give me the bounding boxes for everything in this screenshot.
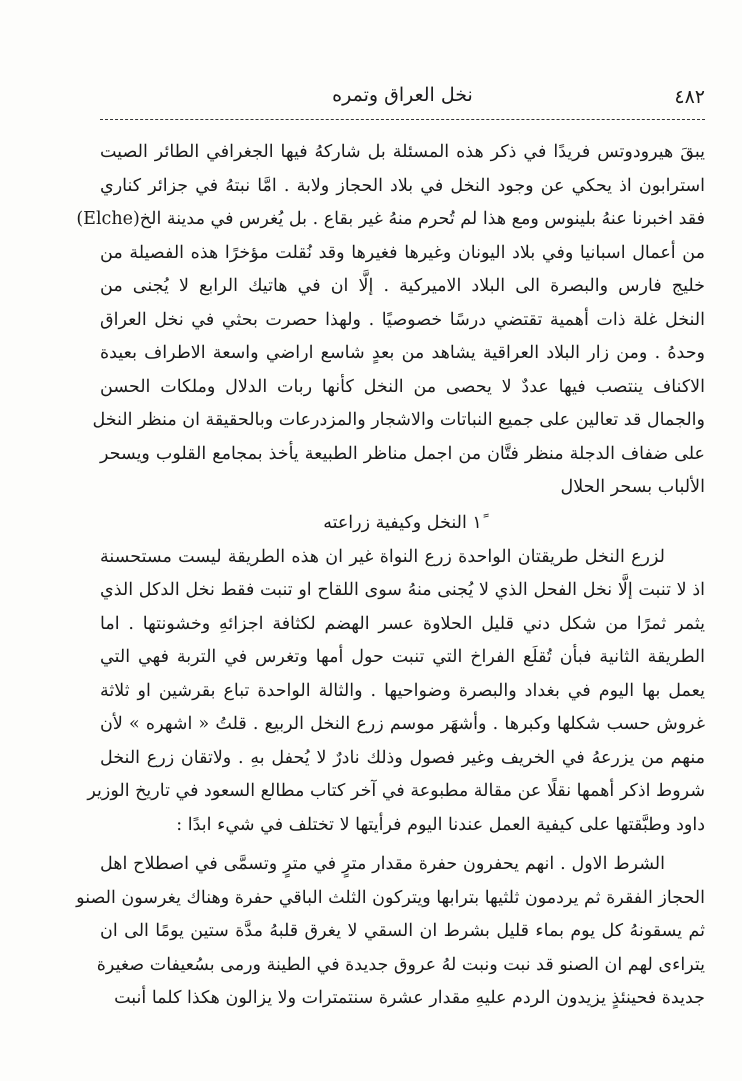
page-number: ٤٨٢ bbox=[674, 86, 705, 108]
text-line: يعمل بها اليوم في بغداد والبصرة وضواحيها . والثالة الواحدة تباع بقرشين او ثلاثة bbox=[100, 680, 705, 701]
text-line: ثم يسقونهُ كل يوم بماء قليل بشرط ان السقي لا يغرق قلبهُ مدَّة ستين يومًا الى ان bbox=[100, 921, 705, 941]
text-line: شروط اذكر أهمها نقلًا عن مقالة مطبوعة في آخر كتاب مطالع السعود في تاريخ الوزير bbox=[87, 781, 705, 801]
text-line: الشرط الاول . انهم يحفرون حفرة مقدار مترٍ في مترٍ وتسمَّى في اصطلاح اهل bbox=[100, 854, 665, 874]
text-line: والجمال قد تعالين على جميع النباتات والاشجار والمزدرعات وبالحقيقة ان منظر النخل bbox=[92, 410, 705, 430]
text-line: جديدة فحينئذٍ يزيدون الردم عليهِ مقدار عشرة سنتمترات ولا يزالون هكذا كلما أنبت bbox=[114, 988, 705, 1008]
text-line: الحجاز الفقرة ثم يردمون ثلثيها بترابها ويتركون الثلث الباقي حفرة وهناك يغرسون الصنو bbox=[76, 887, 705, 908]
text-line: من أعمال اسبانيا وفي بلاد اليونان وغيرها فغيرها وقد نُقلت مؤخرًا هذه الفصيلة من bbox=[100, 242, 705, 263]
text-line: يبقَ هيرودوتس فريدًا في ذكر هذه المسئلة بل شاركهُ فيها الجغرافي الطائر الصيت bbox=[100, 142, 705, 162]
section-heading: ١ً النخل وكيفية زراعته bbox=[323, 512, 482, 533]
header-rule bbox=[100, 119, 705, 120]
text-line: النخل غلة ذات أهمية تقتضي درسًا خصوصيًا . ولهذا حصرت بحثي في نخل العراق bbox=[100, 309, 705, 330]
page-body bbox=[76, 136, 705, 1016]
text-line: على ضفاف الدجلة منظر فتَّان من اجمل مناظر الطبيعة يأخذ بمجامع القلوب ويسحر bbox=[100, 443, 705, 464]
running-title: نخل العراق وتمره bbox=[332, 84, 473, 106]
paragraph-3 bbox=[76, 848, 705, 1016]
text-line: غروش حسب شكلها وكبرها . وأشهَر موسم زرع النخل الربيع . قلتُ « اشهره » لأن bbox=[100, 714, 705, 734]
text-line: منهم من يزرعهُ في الخريف وغير فصول وذلك نادرٌ لا يُحفل بهِ . ولاتقان زرع النخل bbox=[100, 747, 705, 768]
text-line: وحدهُ . ومن زار البلاد العراقية يشاهد من بعدٍ شاسع اراضي واسعة الاطراف بعيدة bbox=[100, 343, 705, 363]
text-line: فقد اخبرنا عنهُ بلينوس ومع هذا لم تُحرم منهُ غير بقاع . بل يُغرس في مدينة الخ(Elche) bbox=[76, 209, 705, 229]
text-line: لزرع النخل طريقتان الواحدة زرع النواة غير ان هذه الطريقة ليست مستحسنة bbox=[100, 546, 665, 567]
text-line: استرابون اذ يحكي عن وجود النخل في بلاد الحجاز ولابة . امَّا نبتهُ في جزائر كناري bbox=[100, 175, 705, 196]
text-line: خليج فارس والبصرة الى البلاد الاميركية . إلَّا ان في هاتيك الرابع لا يُجنى من bbox=[100, 276, 705, 296]
text-line: الألباب بسحر الحلال bbox=[560, 477, 705, 497]
text-line: الاكناف ينتصب فيها عددٌ لا يحصى من النخل كأنها ربات الدلال وملكات الحسن bbox=[100, 376, 705, 397]
paragraph-2 bbox=[87, 541, 705, 843]
text-line: داود وطبَّقتها على كيفية العمل عندنا اليوم فرأيتها لا تختلف في شيء ابدًا : bbox=[176, 814, 705, 835]
text-line: يتراءى لهم ان الصنو قد نبت ونبت لهُ عروق جديدة في الطينة ورمى بسُعيفات صغيرة bbox=[96, 954, 705, 975]
text-line: الطريقة الثانية فبأن تُقلَع الفراخ التي تنبت حول أمها وتغرس في التربة فهي التي bbox=[100, 647, 705, 667]
paragraph-1 bbox=[76, 136, 705, 505]
page-header bbox=[100, 84, 705, 114]
text-line: اذ لا تنبت إلَّا نخل الفحل الذي لا يُجنى منهُ سوى اللقاح او تنبت فقط نخل الدكل الذي bbox=[100, 580, 705, 600]
text-line: يثمر ثمرًا من شكل دني قليل الحلاوة عسر الهضم لكثافة اجزائهِ وخشونتها . اما bbox=[100, 613, 705, 634]
